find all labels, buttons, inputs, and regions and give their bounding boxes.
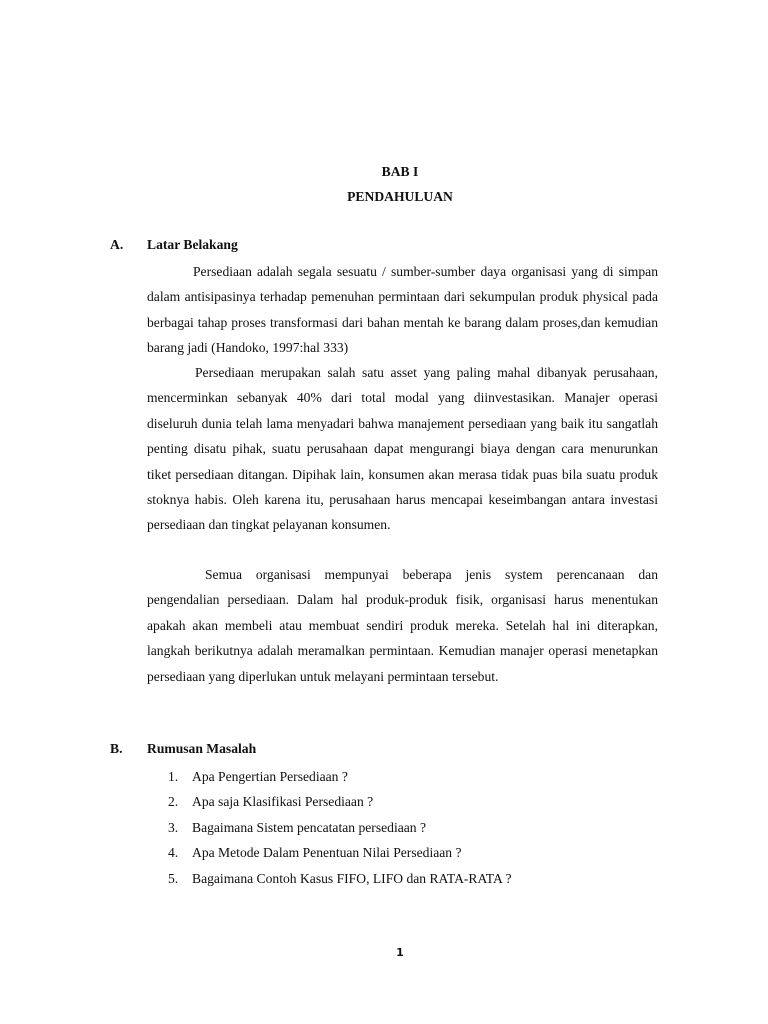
section-b-title: Rumusan Masalah [147,741,257,756]
list-item [168,815,512,840]
page-number: 1 [396,946,404,959]
list-item-number: 1. [168,769,179,784]
paragraph-2: Persediaan merupakan salah satu asset yang paling mahal dibanyak perusahaan, mencerminkan sebanyak 40% dari total modal yang diinvestasikan. Manajer operasi diseluruh dunia telah lama menyadari bahwa manajement persediaan yang baik itu sangatlah penting disatu pihak, suatu perusahaan dapat mengurangi biaya dengan cara menurunkan tiket persediaan ditangan. Dipihak lain, konsumen akan merasa tidak puas bila suatu produk stoknya habis. Oleh karena itu, perusahaan harus mencapai keseimbangan antara investasi persediaan dan tingkat pelayanan konsumen. [147,365,658,533]
paragraph-3: Semua organisasi mempunyai beberapa jenis system perencanaan dan pengendalian persediaan. Dalam hal produk-produk fisik, organisasi harus menentukan apakah akan membeli atau membuat sendiri produk mereka. Setelah hal ini diterapkan, langkah berikutnya adalah meramalkan permintaan. Kemudian manajer operasi menetapkan persediaan yang diperlukan untuk melayani permintaan tersebut. [147,567,658,684]
chapter-label: BAB I [381,164,419,179]
problem-list [168,764,512,891]
list-item [168,764,512,789]
chapter-title: PENDAHULUAN [347,189,453,204]
list-item-number: 5. [168,870,179,886]
section-b-letter: B. [110,741,123,756]
list-item [168,789,512,814]
list-item-text: Apa saja Klasifikasi Persediaan ? [192,794,374,810]
list-item [168,866,512,891]
section-a-title: Latar Belakang [147,237,238,252]
list-item-text: Apa Pengertian Persediaan ? [192,769,348,784]
paragraph-1: Persediaan adalah segala sesuatu / sumber-sumber daya organisasi yang di simpan dalam antisipasinya terhadap pemenuhan permintaan dari sekumpulan produk physical pada berbagai tahap proses transformasi dari bahan mentah ke barang dalam proses,dan kemudian barang jadi (Handoko, 1997:hal 333) [147,264,658,356]
list-item-text: Bagaimana Contoh Kasus FIFO, LIFO dan RATA-RATA ? [192,870,512,886]
list-item-text: Apa Metode Dalam Penentuan Nilai Persediaan ? [192,845,462,861]
list-item-number: 4. [168,845,179,861]
list-item-number: 2. [168,794,179,810]
list-item-number: 3. [168,819,179,835]
list-item [168,840,512,865]
list-item-text: Bagaimana Sistem pencatatan persediaan ? [192,819,427,835]
section-a-letter: A. [110,237,124,252]
